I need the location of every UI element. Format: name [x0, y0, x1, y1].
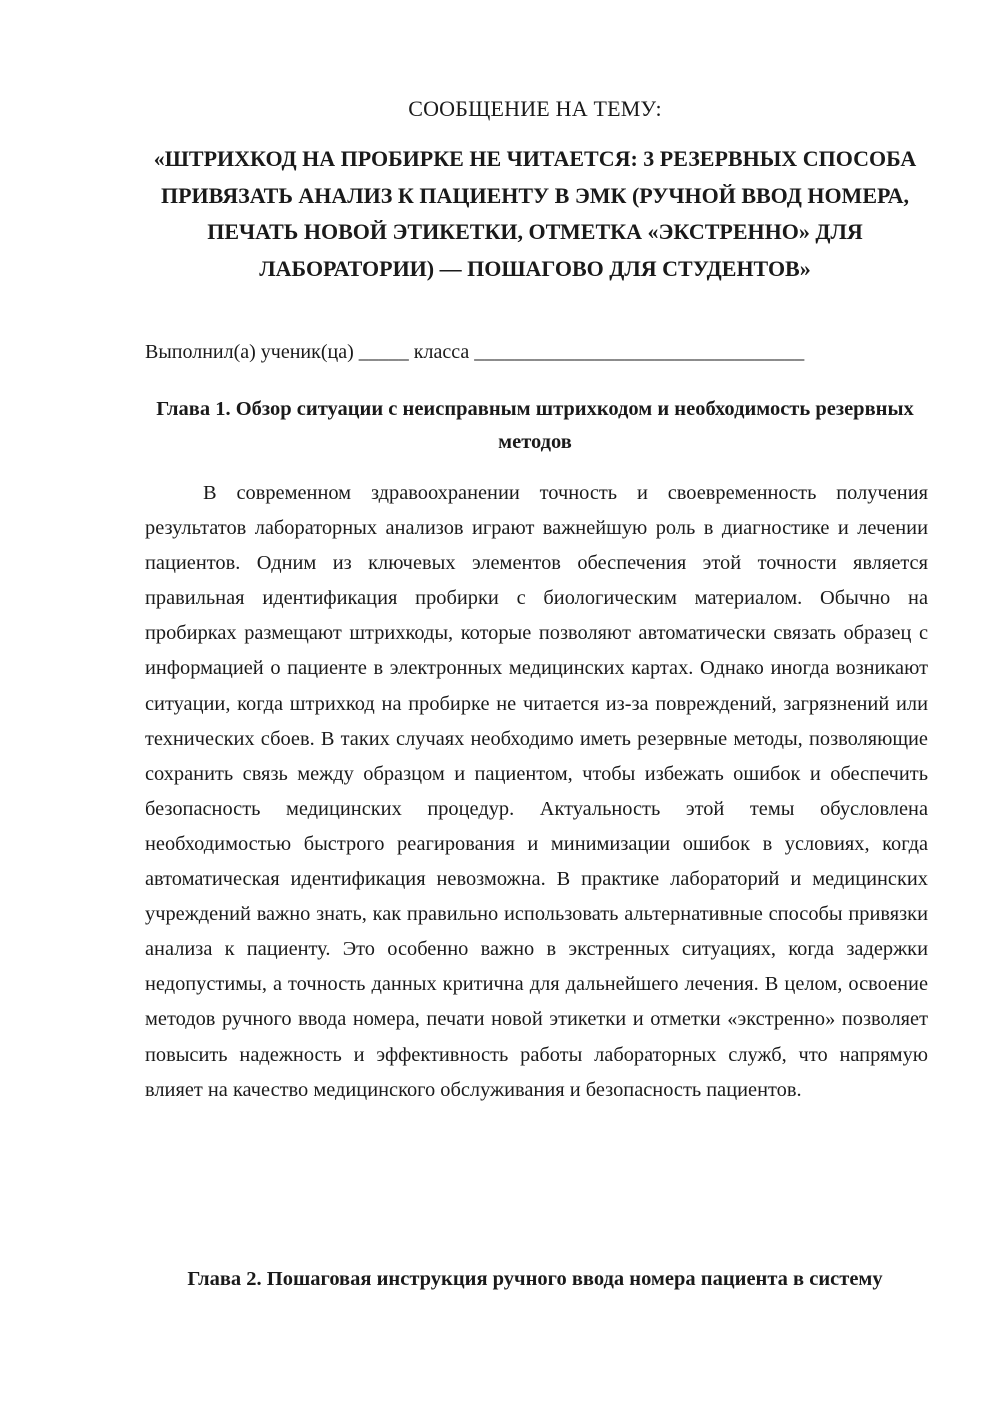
document-header: СООБЩЕНИЕ НА ТЕМУ: — [408, 96, 662, 121]
chapter-1-paragraph: В современном здравоохранении точность и своевременность получения результатов лабораторных анализов играют важнейшую роль в диагностике и лечении пациентов. Одним из ключевых элементов обеспечения этой точности является правильная идентификация пробирки с биологическим материалом. Обычно на пробирках размещают штрихкоды, которые позволяют автоматически связать образец с информацией о пациенте в электронных медицинских картах. Однако иногда возникают ситуации, когда штрихкод на пробирке не читается из-за повреждений, загрязнений или технических сбоев. В таких случаях необходимо иметь резервные методы, позволяющие сохранить связь между образцом и пациентом, чтобы избежать ошибок и обеспечить безопасность медицинских процедур. Актуальность этой темы обусловлена необходимостью быстрого реагирования и минимизации ошибок в условиях, когда автоматическая идентификация невозможна. В практике лабораторий и медицинских учреждений важно знать, как правильно использовать альтернативные способы привязки анализа к пациенту. Это особенно важно в экстренных ситуациях, когда задержки недопустимы, а точность данных критична для дальнейшего лечения. В целом, освоение методов ручного ввода номера, печати новой этикетки и отметки «экстренно» позволяет повысить надежность и эффективность работы лабораторных служб, что напрямую влияет на качество медицинского обслуживания и безопасность пациентов. — [145, 482, 928, 1101]
chapter-1-heading: Глава 1. Обзор ситуации с неисправным штрихкодом и необходимость резервных методов — [156, 398, 914, 453]
chapter-2-heading: Глава 2. Пошаговая инструкция ручного ввода номера пациента в систему — [187, 1268, 883, 1290]
author-line: Выполнил(а) ученик(ца) _____ класса _________________________________ — [145, 341, 805, 363]
document-title: «ШТРИХКОД НА ПРОБИРКЕ НЕ ЧИТАЕТСЯ: 3 РЕЗЕРВНЫХ СПОСОБА ПРИВЯЗАТЬ АНАЛИЗ К ПАЦИЕНТУ В ЭМК (РУЧНОЙ ВВОД НОМЕРА, ПЕЧАТЬ НОВОЙ ЭТИКЕТКИ, ОТМЕТКА «ЭКСТРЕННО» ДЛЯ ЛАБОРАТОРИИ) — ПОШАГОВО ДЛЯ СТУДЕНТОВ» — [153, 146, 917, 281]
